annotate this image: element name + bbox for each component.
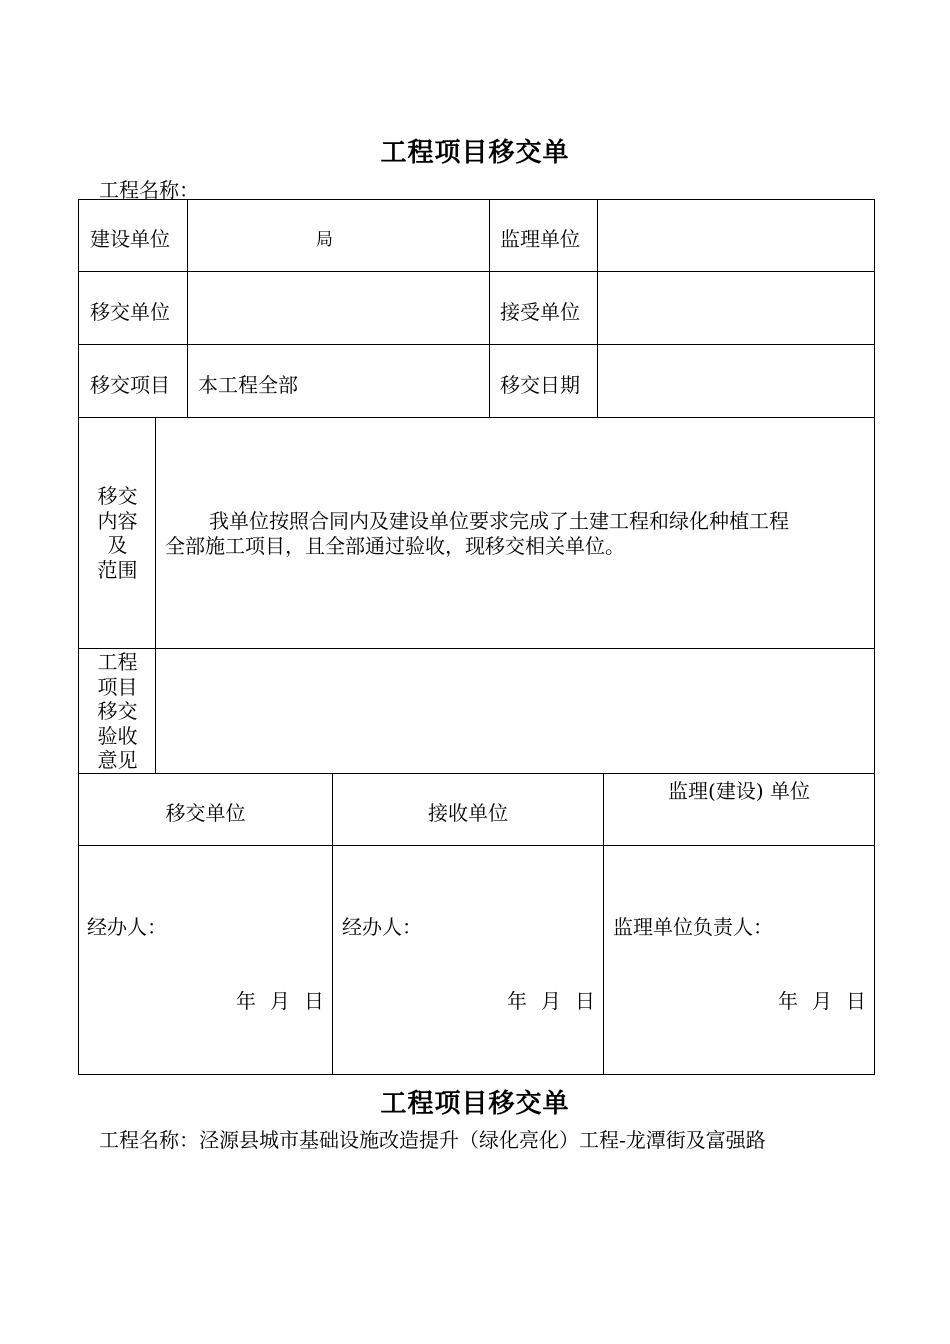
row-divider [78, 648, 875, 649]
col-divider [603, 773, 604, 1075]
signer-receiving: 经办人： [342, 915, 422, 939]
date-month: 月 [541, 989, 561, 1013]
label-line: 范围 [97, 557, 138, 582]
project-name-full: 工程名称：泾源县城市基础设施改造提升（绿化亮化）工程-龙潭街及富强路 [99, 1128, 766, 1152]
document-title-2: 工程项目移交单 [380, 1089, 570, 1119]
label-line: 内容 [97, 508, 138, 533]
date-year: 年 [236, 989, 256, 1013]
content-line-1: 我单位按照合同内及建设单位要求完成了土建工程和绿化种植工程 [209, 509, 789, 533]
label-handover-item: 移交项目 [90, 373, 170, 397]
signer-handover: 经办人： [87, 915, 167, 939]
row-divider [78, 773, 875, 774]
document-title: 工程项目移交单 [380, 138, 570, 168]
date-handover [236, 985, 324, 1014]
label-content-scope [80, 484, 155, 582]
label-line: 移交 [97, 699, 138, 723]
sig-header-supervision: 监理(建设) 单位 [668, 779, 810, 803]
date-supervision [778, 985, 866, 1014]
date-month: 月 [812, 989, 832, 1013]
date-day: 日 [575, 989, 595, 1013]
label-supervision-unit: 监理单位 [500, 227, 580, 251]
date-day: 日 [304, 989, 324, 1013]
label-line: 验收 [97, 723, 138, 748]
label-line: 项目 [97, 674, 138, 699]
row-divider [78, 845, 875, 846]
label-receiving-unit: 接受单位 [500, 300, 580, 324]
signer-supervision: 监理单位负责人： [613, 915, 773, 939]
sig-header-handover: 移交单位 [165, 801, 246, 825]
row-divider [78, 417, 875, 418]
sig-header-receiving: 接收单位 [428, 801, 508, 825]
col-divider [597, 199, 598, 417]
row-divider [78, 344, 875, 345]
label-acceptance-opinion [80, 650, 155, 773]
label-handover-unit: 移交单位 [90, 300, 170, 324]
value-construction-unit: 局 [316, 230, 333, 250]
project-name-label: 工程名称： [99, 178, 199, 202]
label-line: 移交 [97, 484, 138, 508]
date-year: 年 [507, 989, 527, 1013]
date-month: 月 [270, 989, 290, 1013]
date-receiving [507, 985, 595, 1014]
handover-table [78, 199, 875, 1075]
date-year: 年 [778, 989, 798, 1013]
col-divider [187, 199, 188, 417]
label-handover-date: 移交日期 [500, 373, 580, 397]
row-divider [78, 271, 875, 272]
label-line: 意见 [97, 748, 138, 772]
label-line: 及 [107, 533, 128, 557]
content-line-2: 全部施工项目，且全部通过验收，现移交相关单位。 [165, 534, 625, 558]
value-handover-item: 本工程全部 [198, 373, 298, 397]
col-divider [489, 199, 490, 417]
label-line: 工程 [97, 650, 138, 674]
col-divider [155, 417, 156, 773]
date-day: 日 [846, 989, 866, 1013]
content-paragraph [165, 509, 870, 559]
label-construction-unit: 建设单位 [90, 227, 170, 251]
